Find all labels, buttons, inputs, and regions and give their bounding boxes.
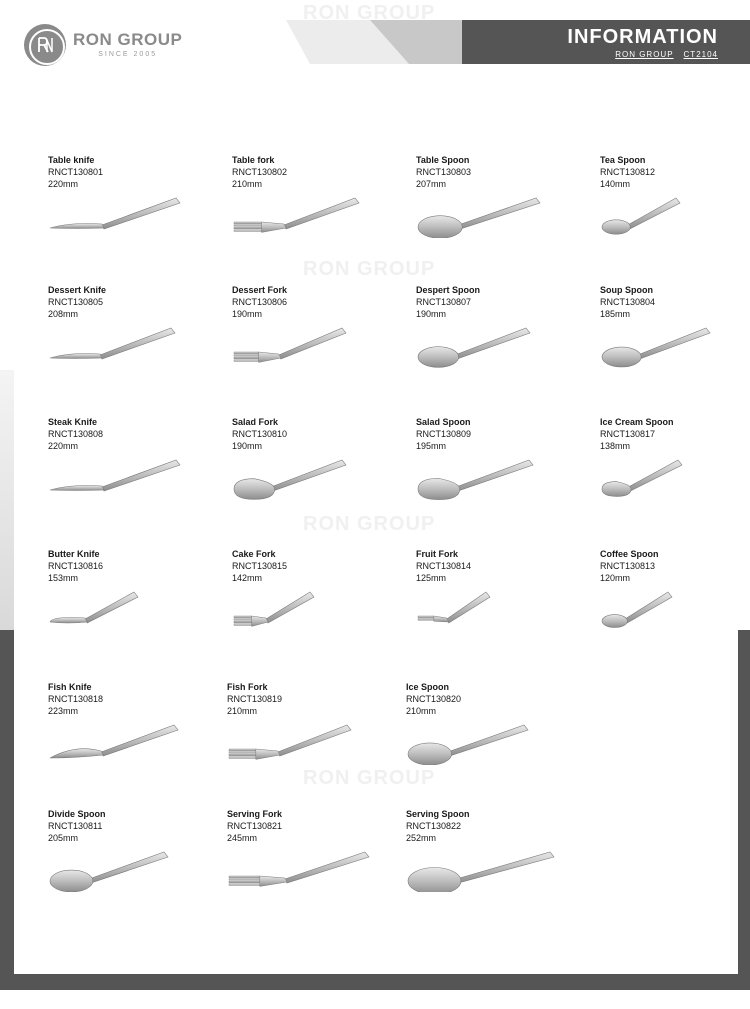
product-name: Table Spoon bbox=[416, 155, 470, 165]
utensil-image bbox=[227, 842, 373, 892]
product-size: 223mm bbox=[48, 706, 79, 716]
utensil-image bbox=[232, 188, 363, 238]
utensil-image bbox=[232, 450, 350, 500]
utensil-image bbox=[48, 318, 179, 368]
product-code: RNCT130817 bbox=[600, 429, 656, 439]
utensil-image bbox=[416, 582, 494, 632]
product-size: 207mm bbox=[416, 179, 447, 189]
product-card bbox=[48, 154, 218, 264]
product-code: RNCT130810 bbox=[232, 429, 288, 439]
brand-since: SINCE 2005 bbox=[98, 51, 158, 58]
brand-name: RON GROUP bbox=[73, 30, 183, 49]
utensil-image bbox=[48, 582, 142, 632]
utensil-image bbox=[48, 188, 184, 238]
product-card bbox=[227, 808, 397, 918]
utensil-image bbox=[600, 450, 686, 500]
utensil-image bbox=[232, 318, 350, 368]
product-name: Fruit Fork bbox=[416, 549, 458, 559]
utensil-image bbox=[406, 715, 532, 765]
product-code: RNCT130804 bbox=[600, 297, 656, 307]
product-card bbox=[406, 808, 576, 918]
product-code: RNCT130803 bbox=[416, 167, 472, 177]
product-name: Despert Spoon bbox=[416, 285, 481, 295]
utensil-image bbox=[232, 582, 318, 632]
product-name: Ice Spoon bbox=[406, 682, 450, 692]
product-card bbox=[416, 154, 586, 264]
watermark: RON GROUP bbox=[303, 2, 436, 24]
product-card bbox=[48, 416, 218, 526]
utensil-image bbox=[48, 842, 172, 892]
product-size: 125mm bbox=[416, 573, 447, 583]
product-card bbox=[48, 681, 218, 791]
product-card bbox=[48, 548, 218, 658]
product-code: RNCT130822 bbox=[406, 821, 462, 831]
product-name: Dessert Knife bbox=[48, 285, 107, 295]
product-card bbox=[416, 416, 586, 526]
product-name: Coffee Spoon bbox=[600, 549, 659, 559]
utensil-image bbox=[416, 450, 537, 500]
info-subtitle-brand: RON GROUP bbox=[615, 50, 674, 59]
product-code: RNCT130815 bbox=[232, 561, 288, 571]
product-card bbox=[416, 548, 586, 658]
product-size: 120mm bbox=[600, 573, 631, 583]
product-code: RNCT130802 bbox=[232, 167, 288, 177]
bottom-strip bbox=[0, 990, 750, 1009]
product-code: RNCT130818 bbox=[48, 694, 104, 704]
product-card bbox=[600, 548, 750, 658]
product-code: RNCT130801 bbox=[48, 167, 104, 177]
utensil-image bbox=[227, 715, 355, 765]
product-name: Ice Cream Spoon bbox=[600, 417, 674, 427]
product-name: Table fork bbox=[232, 155, 275, 165]
utensil-image bbox=[416, 188, 544, 238]
watermark: RON GROUP bbox=[303, 258, 436, 280]
product-size: 138mm bbox=[600, 441, 631, 451]
product-code: RNCT130807 bbox=[416, 297, 472, 307]
product-card bbox=[600, 416, 750, 526]
product-card bbox=[232, 416, 402, 526]
watermark: RON GROUP bbox=[303, 513, 436, 535]
product-code: RNCT130811 bbox=[48, 821, 103, 831]
product-code: RNCT130805 bbox=[48, 297, 104, 307]
utensil-image bbox=[48, 450, 184, 500]
product-size: 210mm bbox=[232, 179, 263, 189]
product-size: 153mm bbox=[48, 573, 79, 583]
product-name: Dessert Fork bbox=[232, 285, 288, 295]
utensil-image bbox=[48, 715, 182, 765]
product-code: RNCT130813 bbox=[600, 561, 656, 571]
product-name: Divide Spoon bbox=[48, 809, 106, 819]
product-name: Tea Spoon bbox=[600, 155, 646, 165]
product-name: Butter Knife bbox=[48, 549, 100, 559]
product-card bbox=[232, 154, 402, 264]
product-size: 210mm bbox=[406, 706, 437, 716]
utensil-image bbox=[416, 318, 534, 368]
product-size: 190mm bbox=[232, 441, 263, 451]
product-name: Fish Fork bbox=[227, 682, 268, 692]
watermark: RON GROUP bbox=[303, 767, 436, 789]
product-name: Steak Knife bbox=[48, 417, 98, 427]
product-size: 220mm bbox=[48, 179, 79, 189]
info-subtitle-code: CT2104 bbox=[683, 50, 718, 59]
product-size: 195mm bbox=[416, 441, 447, 451]
product-code: RNCT130821 bbox=[227, 821, 283, 831]
product-name: Salad Spoon bbox=[416, 417, 471, 427]
product-size: 210mm bbox=[227, 706, 258, 716]
info-subtitle bbox=[615, 50, 718, 59]
product-card bbox=[416, 284, 586, 394]
product-name: Serving Spoon bbox=[406, 809, 470, 819]
logo-emblem-icon bbox=[24, 24, 66, 66]
product-code: RNCT130809 bbox=[416, 429, 472, 439]
product-name: Soup Spoon bbox=[600, 285, 653, 295]
product-name: Salad Fork bbox=[232, 417, 279, 427]
product-size: 140mm bbox=[600, 179, 631, 189]
product-code: RNCT130814 bbox=[416, 561, 472, 571]
product-size: 142mm bbox=[232, 573, 263, 583]
product-size: 245mm bbox=[227, 833, 258, 843]
logo-text bbox=[73, 30, 182, 60]
product-card bbox=[48, 284, 218, 394]
utensil-image bbox=[406, 842, 558, 892]
brand-logo bbox=[24, 24, 182, 66]
product-code: RNCT130820 bbox=[406, 694, 462, 704]
product-card bbox=[48, 808, 218, 918]
product-code: RNCT130816 bbox=[48, 561, 104, 571]
utensil-image bbox=[600, 582, 676, 632]
product-card bbox=[600, 284, 750, 394]
product-size: 208mm bbox=[48, 309, 79, 319]
product-name: Fish Knife bbox=[48, 682, 92, 692]
product-card bbox=[227, 681, 397, 791]
utensil-image bbox=[600, 318, 714, 368]
product-name: Serving Fork bbox=[227, 809, 283, 819]
left-accent-band bbox=[0, 370, 14, 630]
product-card bbox=[406, 681, 576, 791]
utensil-image bbox=[600, 188, 684, 238]
product-size: 252mm bbox=[406, 833, 437, 843]
product-name: Cake Fork bbox=[232, 549, 276, 559]
product-code: RNCT130806 bbox=[232, 297, 288, 307]
product-card bbox=[232, 548, 402, 658]
product-size: 185mm bbox=[600, 309, 631, 319]
product-card bbox=[232, 284, 402, 394]
product-size: 220mm bbox=[48, 441, 79, 451]
info-title: INFORMATION bbox=[567, 26, 718, 48]
product-code: RNCT130808 bbox=[48, 429, 104, 439]
product-name: Table knife bbox=[48, 155, 95, 165]
product-code: RNCT130812 bbox=[600, 167, 656, 177]
product-size: 190mm bbox=[416, 309, 447, 319]
product-size: 205mm bbox=[48, 833, 79, 843]
product-size: 190mm bbox=[232, 309, 263, 319]
product-code: RNCT130819 bbox=[227, 694, 283, 704]
product-card bbox=[600, 154, 750, 264]
